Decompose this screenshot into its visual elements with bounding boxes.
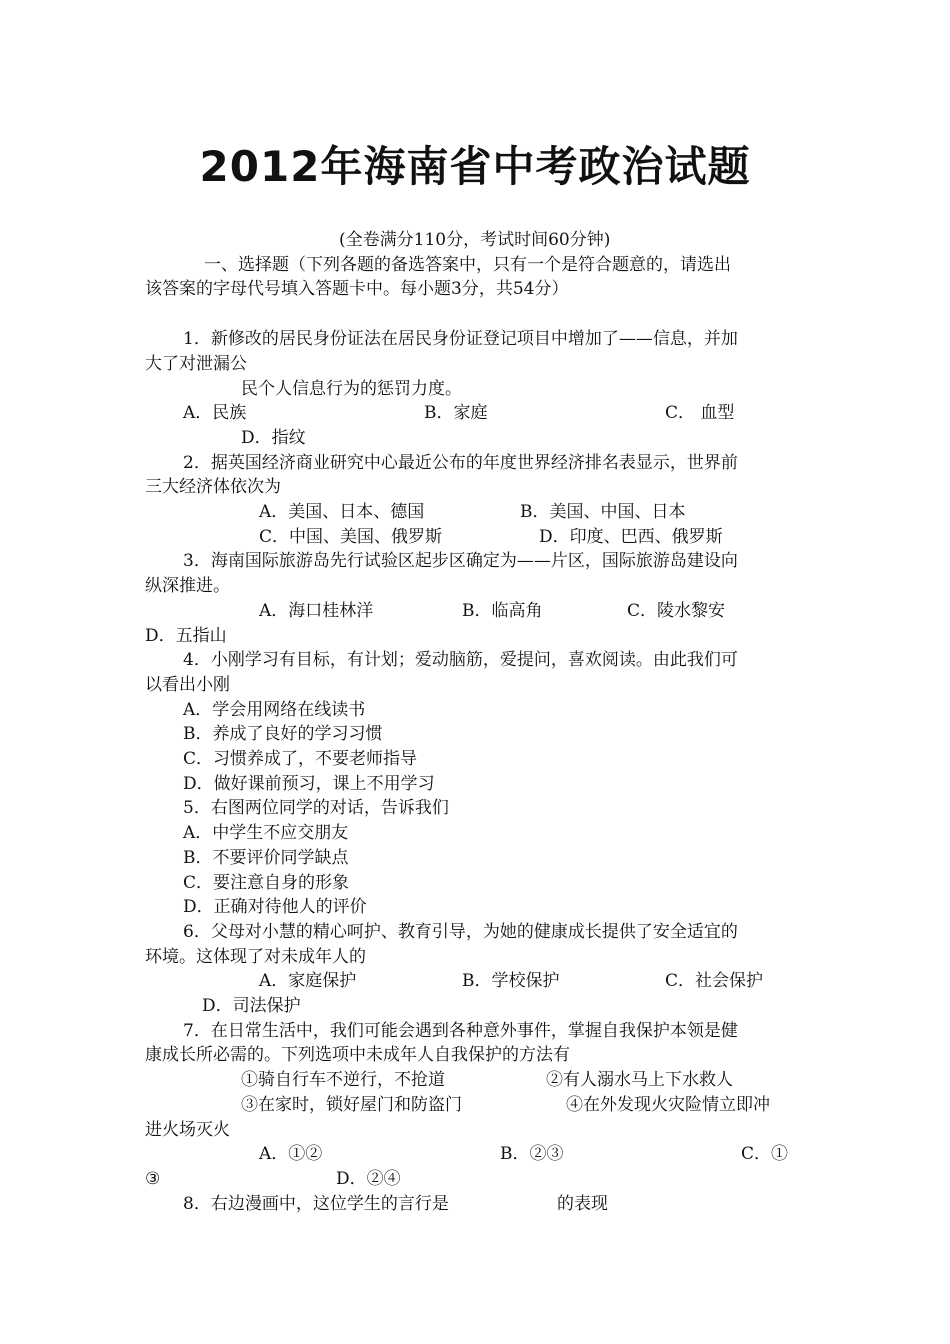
q2-option-c: C．中国、美国、俄罗斯	[259, 527, 443, 547]
q1-stem-line3: 民个人信息行为的惩罚力度。	[241, 379, 462, 399]
q8-stem-part1: 8．右边漫画中，这位学生的言行是	[183, 1194, 449, 1214]
q7-option-d: D．②④	[336, 1169, 401, 1189]
q4-option-d: D．做好课前预习，课上不用学习	[183, 774, 435, 794]
q6-option-d: D．司法保护	[202, 996, 301, 1016]
q7-statement-2: ②有人溺水马上下水救人	[546, 1070, 733, 1090]
q7-stem-line1: 7．在日常生活中，我们可能会遇到各种意外事件，掌握自我保护本领是健	[183, 1021, 738, 1041]
q6-option-a: A．家庭保护	[259, 971, 357, 991]
q4-stem-line2: 以看出小刚	[145, 675, 230, 695]
q1-option-c: C． 血型	[665, 403, 735, 423]
q7-option-a: A．①②	[259, 1144, 323, 1164]
page-title: 2012年海南省中考政治试题	[199, 142, 751, 191]
q7-statement-3: ③在家时，锁好屋门和防盗门	[241, 1095, 462, 1115]
q2-option-b: B．美国、中国、日本	[520, 502, 686, 522]
q6-option-b: B．学校保护	[462, 971, 560, 991]
q2-stem-line2: 三大经济体依次为	[145, 477, 281, 497]
q7-stem-line2: 康成长所必需的。下列选项中未成年人自我保护的方法有	[145, 1045, 570, 1065]
q5-option-a: A．中学生不应交朋友	[183, 823, 349, 843]
q3-option-b: B．临高角	[462, 601, 543, 621]
q6-stem-line1: 6．父母对小慧的精心呵护、教育引导，为她的健康成长提供了安全适宜的	[183, 922, 738, 942]
q6-stem-line2: 环境。这体现了对未成年人的	[145, 947, 366, 967]
q5-option-d: D．正确对待他人的评价	[183, 897, 367, 917]
q6-option-c: C．社会保护	[665, 971, 764, 991]
q1-stem-line1: 1．新修改的居民身份证法在居民身份证登记项目中增加了——信息，并加	[183, 329, 738, 349]
q5-option-b: B．不要评价同学缺点	[183, 848, 349, 868]
q8-stem-part2: 的表现	[557, 1194, 608, 1214]
q7-option-c-cont: ③	[145, 1169, 161, 1189]
q1-stem-line2: 大了对泄漏公	[145, 354, 247, 374]
q5-stem-line1: 5．右图两位同学的对话，告诉我们	[183, 798, 449, 818]
q7-statement-1: ①骑自行车不逆行，不抢道	[241, 1070, 445, 1090]
q7-option-c: C．①	[741, 1144, 789, 1164]
q1-option-d: D．指纹	[241, 428, 306, 448]
q4-option-b: B．养成了良好的学习习惯	[183, 724, 383, 744]
q7-statement-4-cont: 进火场灭火	[145, 1120, 230, 1140]
q1-option-a: A．民族	[183, 403, 247, 423]
q5-option-c: C．要注意自身的形象	[183, 873, 350, 893]
q2-option-a: A．美国、日本、德国	[259, 502, 425, 522]
section-instruction-line2: 该答案的字母代号填入答题卡中。每小题3分，共54分）	[145, 279, 569, 299]
q3-stem-line2: 纵深推进。	[145, 576, 230, 596]
q7-statement-4: ④在外发现火灾险情立即冲	[566, 1095, 770, 1115]
section-instruction-line1: 一、选择题（下列各题的备选答案中，只有一个是符合题意的，请选出	[204, 255, 731, 275]
q2-stem-line1: 2．据英国经济商业研究中心最近公布的年度世界经济排名表显示，世界前	[183, 453, 738, 473]
q3-option-a: A．海口桂林洋	[259, 601, 374, 621]
q4-stem-line1: 4．小刚学习有目标，有计划；爱动脑筋，爱提问，喜欢阅读。由此我们可	[183, 650, 738, 670]
q3-stem-line1: 3．海南国际旅游岛先行试验区起步区确定为——片区，国际旅游岛建设向	[183, 551, 738, 571]
q3-option-c: C．陵水黎安	[627, 601, 726, 621]
q4-option-c: C．习惯养成了，不要老师指导	[183, 749, 418, 769]
q1-option-b: B．家庭	[424, 403, 488, 423]
q4-option-a: A．学会用网络在线读书	[183, 700, 366, 720]
q3-option-d: D．五指山	[145, 626, 227, 646]
exam-info: (全卷满分110分，考试时间60分钟)	[339, 230, 611, 250]
q7-option-b: B．②③	[500, 1144, 564, 1164]
q2-option-d: D．印度、巴西、俄罗斯	[539, 527, 723, 547]
